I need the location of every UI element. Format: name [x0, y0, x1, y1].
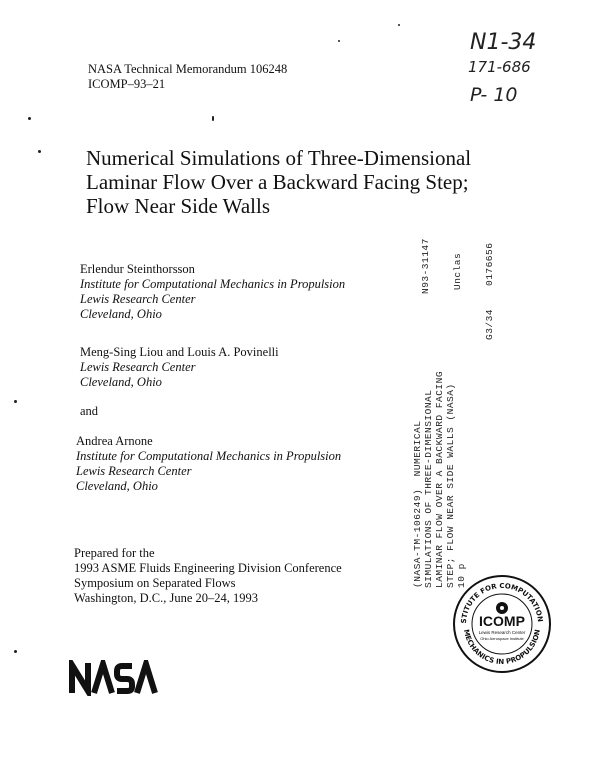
stamp-citation-line-1: (NASA-TM-106249) NUMERICAL: [412, 420, 423, 588]
stamp-code: 0176656: [484, 242, 495, 286]
stamp-citation-line-5: 10 p: [456, 563, 467, 588]
seal-ring-top-text: STITUTE FOR COMPUTATION: [459, 581, 545, 624]
prepared-line: Washington, D.C., June 20–24, 1993: [74, 591, 259, 605]
memo-number: NASA Technical Memorandum 106248: [88, 62, 288, 76]
author-name: Andrea Arnone: [76, 434, 153, 448]
author-name: Meng-Sing Liou and Louis A. Povinelli: [80, 345, 279, 359]
author-block-3: [76, 434, 341, 494]
title-line-1: Numerical Simulations of Three-Dimensional: [86, 146, 472, 170]
author-affiliation: Lewis Research Center: [80, 360, 196, 374]
stamp-citation-line-3: LAMINAR FLOW OVER A BACKWARD FACING: [434, 370, 445, 588]
stamp-n-number: N93-31147: [420, 238, 431, 294]
stray-mark: [38, 150, 41, 153]
prepared-for-block: [74, 546, 342, 606]
stray-mark: [212, 116, 214, 121]
nasa-logo-graphic: [68, 660, 158, 696]
author-affiliation: Cleveland, Ohio: [76, 479, 158, 493]
author-block-2: [80, 345, 279, 390]
author-affiliation: Lewis Research Center: [80, 292, 196, 306]
prepared-line: Symposium on Separated Flows: [74, 576, 236, 590]
author-affiliation: Lewis Research Center: [76, 464, 192, 478]
icomp-seal-graphic: [452, 574, 552, 674]
prepared-line: Prepared for the: [74, 546, 155, 560]
icomp-number: ICOMP–93–21: [88, 77, 166, 91]
seal-center-text: ICOMP: [479, 613, 525, 629]
handwritten-note-2: 171-686: [468, 58, 531, 76]
seal-ring-bottom-text: MECHANICS IN PROPULSION: [462, 628, 542, 667]
handwritten-note-1: N1-34: [470, 30, 537, 55]
nasa-logo: [68, 660, 158, 701]
author-affiliation: Institute for Computational Mechanics in Propulsion: [80, 277, 346, 291]
seal-sub-text-1: Lewis Research Center: [478, 630, 526, 635]
author-block-1: [80, 262, 345, 322]
stray-mark: [14, 400, 17, 403]
stray-mark: [14, 650, 17, 653]
author-conjunction: and: [80, 404, 99, 418]
author-affiliation: Cleveland, Ohio: [80, 375, 162, 389]
author-affiliation: Institute for Computational Mechanics in Propulsion: [76, 449, 342, 463]
stamp-citation-line-4: STEP; FLOW NEAR SIDE WALLS (NASA): [445, 383, 456, 588]
stray-mark: [398, 24, 400, 26]
stamp-unclas: Unclas: [452, 252, 463, 290]
seal-sub-text-2: Ohio Aerospace Institute: [480, 636, 524, 641]
stamp-citation-line-2: SIMULATIONS OF THREE-DIMENSIONAL: [423, 389, 434, 588]
stamp-g-code: G3/34: [484, 308, 495, 340]
author-name: Erlendur Steinthorsson: [80, 262, 195, 276]
stray-mark: [338, 40, 340, 42]
icomp-seal: [452, 574, 552, 674]
title-line-3: Flow Near Side Walls: [86, 194, 270, 218]
author-affiliation: Cleveland, Ohio: [80, 307, 162, 321]
prepared-line: 1993 ASME Fluids Engineering Division Conference: [74, 561, 342, 575]
handwritten-note-3: P- 10: [470, 84, 518, 106]
title-line-2: Laminar Flow Over a Backward Facing Step;: [86, 170, 469, 194]
stray-mark: [28, 117, 31, 120]
